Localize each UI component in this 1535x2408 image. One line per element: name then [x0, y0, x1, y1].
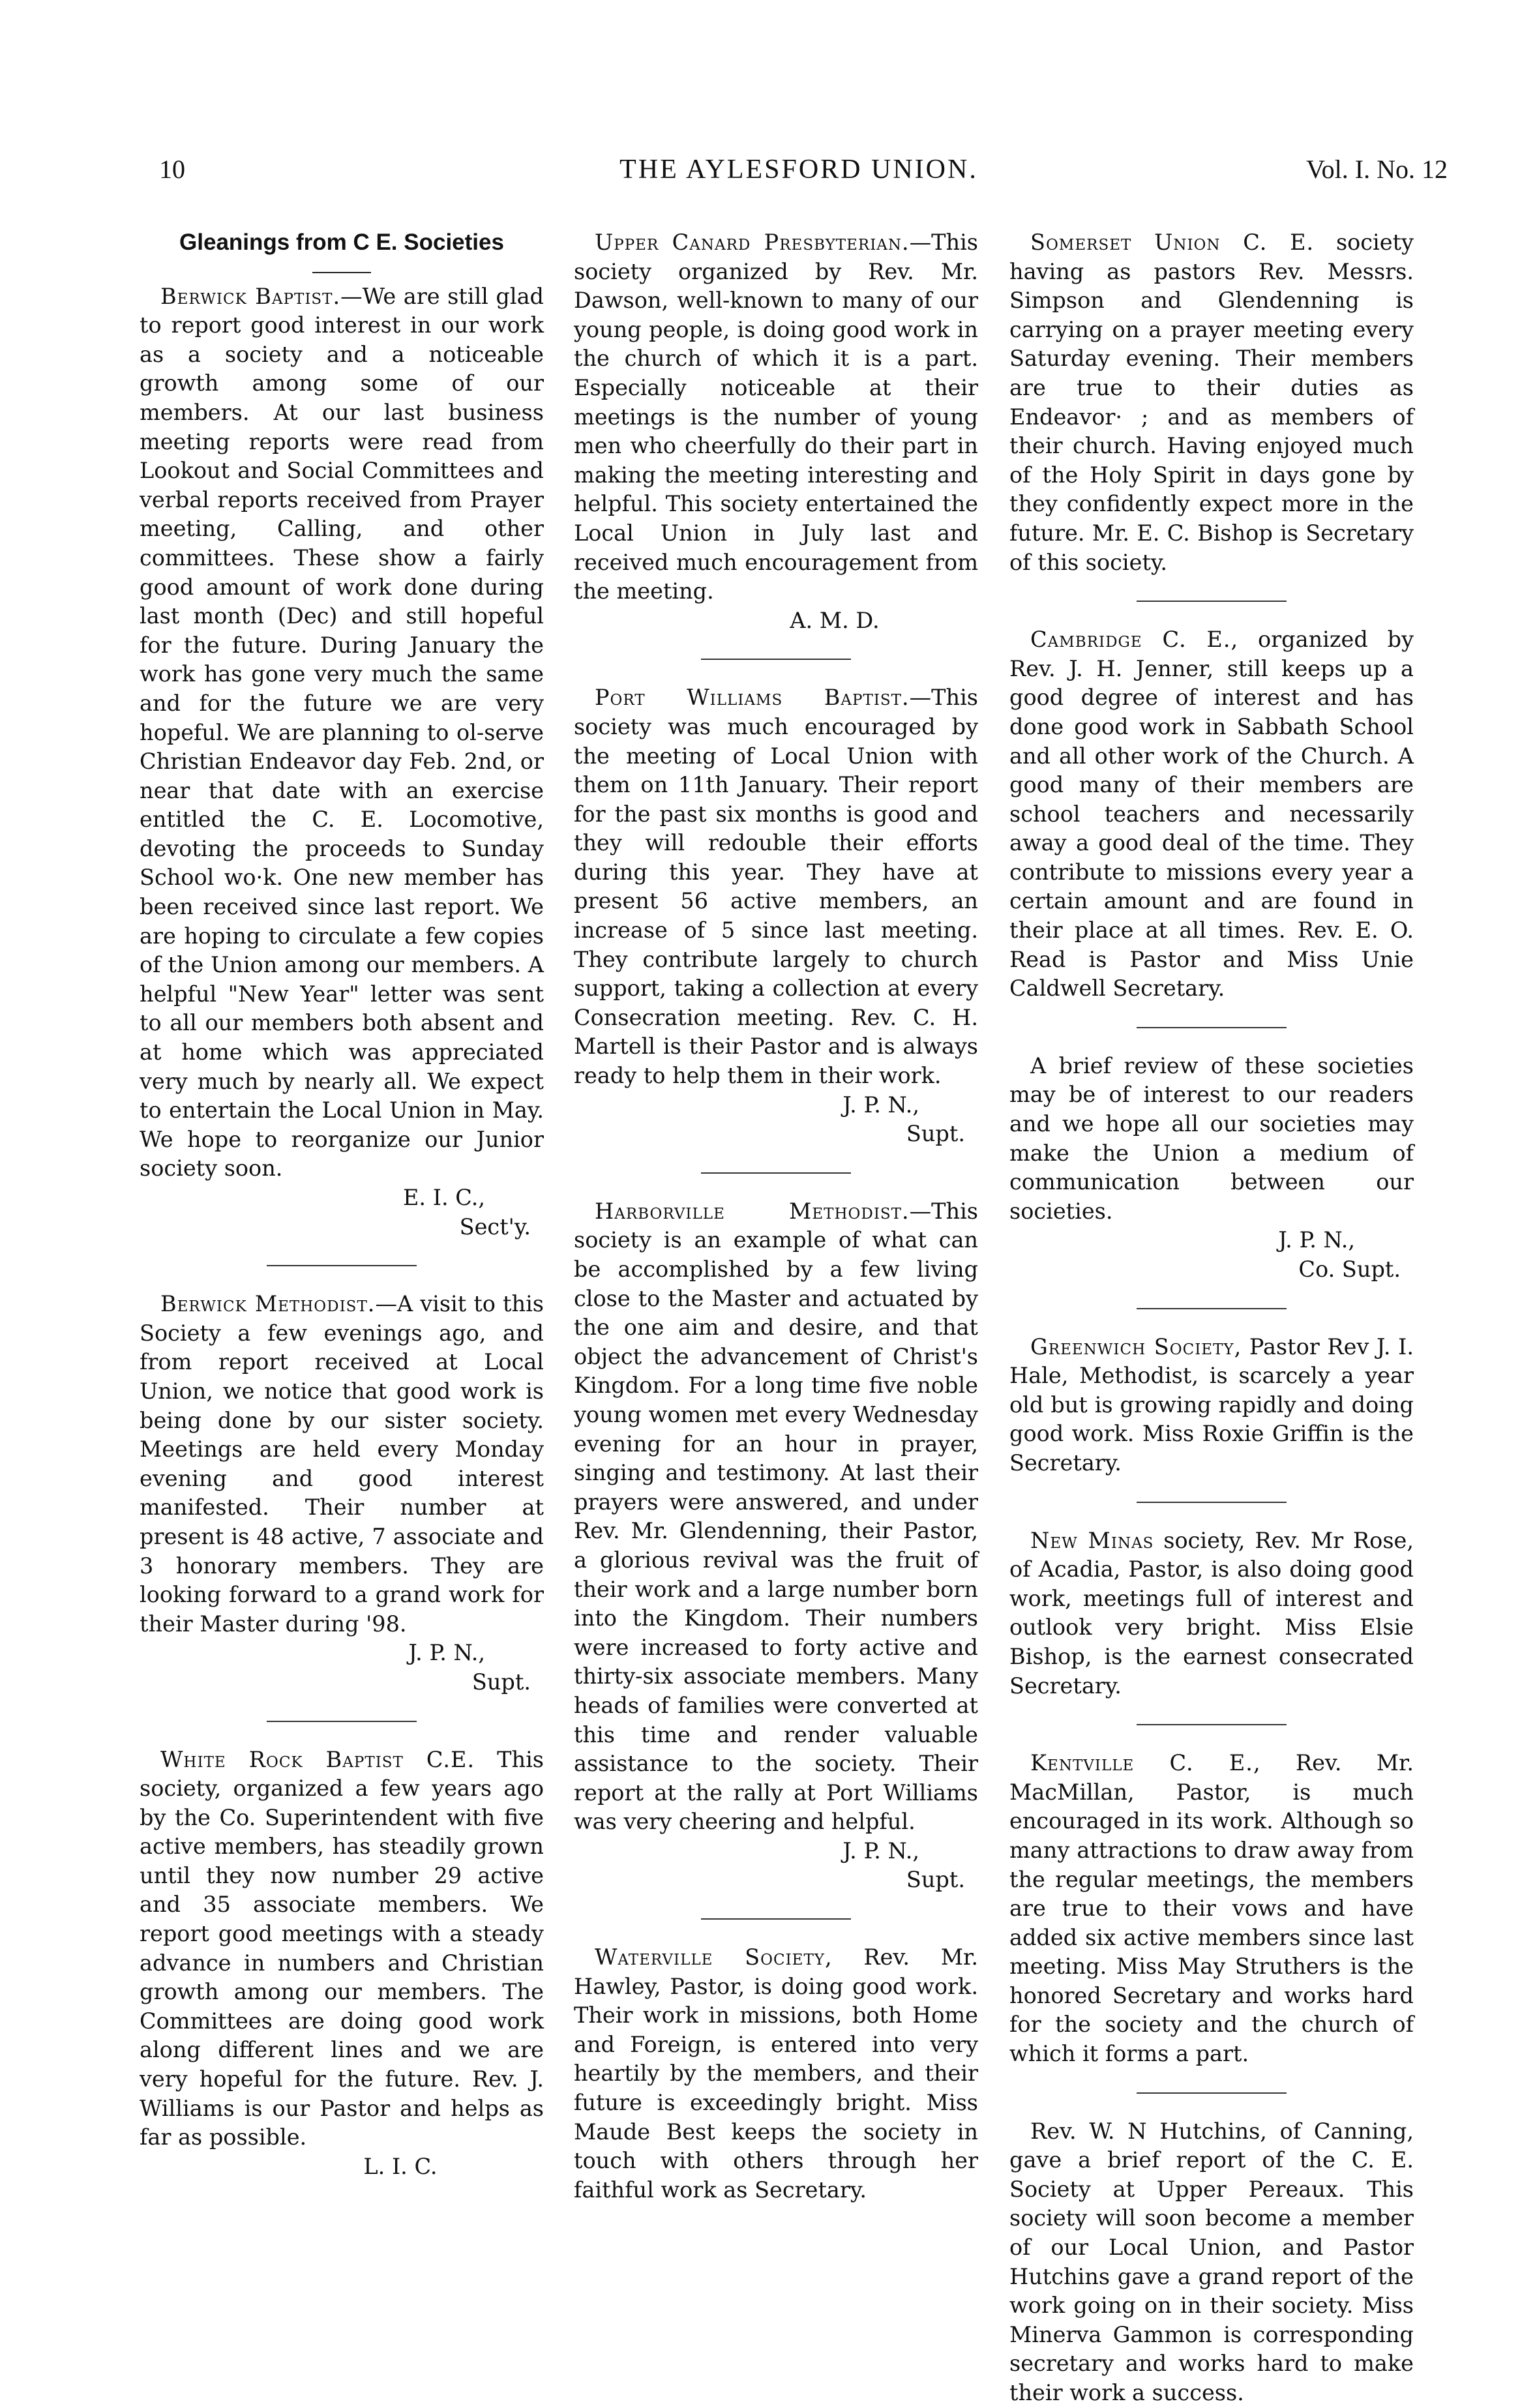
signature-role: Sect'y. — [459, 1213, 531, 1240]
article-harborville — [574, 1197, 978, 1895]
article-berwick-methodist — [140, 1290, 544, 1697]
article-body: Rev. W. N Hutchins, of Canning, gave a brief report of the C. E. Society at Upper Pereaux. This society will soon become a member of our Local Union, and Pastor Hutchins gave a grand report of the work going on in their society. Miss Minerva Gammon is corresponding secretary and works hard to make their work a success. — [1009, 2118, 1414, 2405]
article-title: Cambridge C. E., — [1030, 627, 1239, 653]
volume-number: Vol. I. No. 12 — [1305, 155, 1448, 184]
signature — [140, 1639, 544, 1697]
heading-rule — [312, 272, 371, 273]
article-title: Berwick Methodist. — [160, 1291, 376, 1317]
article-title: Kentville C. E., — [1030, 1750, 1261, 1776]
article-hutchins — [1009, 2117, 1414, 2408]
signature-initials: J. P. N., — [842, 1837, 919, 1864]
article-review — [1009, 1052, 1414, 1285]
article-kentville — [1009, 1749, 1414, 2069]
article-separator — [701, 1918, 851, 1920]
article-berwick-baptist — [140, 282, 544, 1242]
signature-initials: J. P. N., — [1278, 1227, 1355, 1253]
article-separator — [267, 1721, 417, 1722]
article-separator — [267, 1265, 417, 1266]
article-separator — [1137, 1027, 1287, 1028]
signature-role: Co. Supt. — [1298, 1256, 1401, 1282]
signature — [1009, 1226, 1414, 1284]
article-body: —This society was much encouraged by the meeting of Local Union with them on 11th January. Their report for the past six months is good and they will redouble their efforts during this year. They have at present 56 active members, an increase of 5 since last meeting. They contribute largely to church support, taking a collection at every Consecration meeting. Rev. C. H. Martell is their Pastor and is always ready to help them in their work. — [574, 685, 978, 1089]
column-1 — [140, 228, 544, 2181]
newspaper-title: THE AYLESFORD UNION. — [619, 155, 978, 185]
article-body: society, Rev. Mr Rose, of Acadia, Pastor, is also doing good work, meetings full of interest and outlook very bright. Miss Elsie Bishop, is the earnest consecrated Secretary. — [1009, 1527, 1414, 1699]
article-body: —We are still glad to report good interest in our work as a society and a noticeable growth among some of our members. At our last business meeting reports were read from Lookout and Social Committees and verbal reports received from Prayer meeting, Calling, and other committees. These show a fairly good amount of work done during last month (Dec) and still hopeful for the future. During January the work has gone very much the same and for the future we are very hopeful. We are planning to ol-serve Christian Endeavor day Feb. 2nd, or near that date with an exercise entitled the C. E. Locomotive, devoting the proceeds to Sunday School wo·k. One new member has been received since last report. We are hoping to circulate a few copies of the Union among our members. A helpful "New Year" letter was sent to all our members both absent and at home which was appreciated very much by nearly all. We expect to entertain the Local Union in May. We hope to reorganize our Junior society soon. — [140, 283, 544, 1182]
column-3 — [1009, 228, 1414, 2408]
section-heading: Gleanings from C E. Societies — [179, 230, 504, 255]
article-waterville — [574, 1943, 978, 2205]
article-title: Berwick Baptist. — [160, 283, 341, 309]
article-body: society having as pastors Rev. Messrs. Simpson and Glendenning is carrying on a prayer meeting every Saturday evening. Their members are true to their duties as Endeavor· ; and as members of their church. Having enjoyed much of the Holy Spirit in days gone by they confidently expect more in the future. Mr. E. C. Bishop is Secretary of this society. — [1009, 230, 1414, 575]
signature — [574, 1091, 978, 1149]
article-separator — [701, 1172, 851, 1174]
signature-initials: L. I. C. — [363, 2153, 438, 2179]
article-separator — [1137, 1308, 1287, 1309]
article-title: Upper Canard Presbyterian. — [595, 230, 910, 255]
page-header — [150, 154, 1448, 193]
article-title: Somerset Union C. E. — [1030, 230, 1315, 255]
article-body: —This society organized by Rev. Mr. Dawson, well-known to many of our young people, is doing good work in the church of which it is a part. Especially noticeable at their meetings is the number of young men who cheerfully do their part in making the meeting interesting and helpful. This society entertained the Local Union in July last and received much encouragement from the meeting. — [574, 230, 978, 604]
article-greenwich — [1009, 1333, 1414, 1478]
signature — [140, 2152, 544, 2182]
article-port-williams — [574, 683, 978, 1149]
signature-initials: E. I. C., — [402, 1185, 485, 1210]
article-separator — [701, 659, 851, 660]
article-body: organized by Rev. J. H. Jenner, still keeps up a good degree of interest and has done good work in Sabbath School and all other work of the Church. A good many of their members are school teachers and necessarily away a good deal of the time. They contribute to missions every year a certain amount and are found in their place at all times. Rev. E. O. Read is Pastor and Miss Unie Caldwell Secretary. — [1009, 627, 1414, 1002]
signature-role: Supt. — [471, 1669, 531, 1695]
article-upper-canard — [574, 228, 978, 635]
article-somerset — [1009, 228, 1414, 577]
article-separator — [1137, 601, 1287, 602]
article-body: This society, organized a few years ago by the Co. Superintendent with five active members, has steadily grown until they now number 29 active and 35 associate members. We report good meetings with a steady advance in numbers and Christian growth among our members. The Committees are doing good work along different lines and we are very hopeful for the future. Rev. J. Williams is our Pastor and helps as far as possible. — [140, 1746, 544, 2150]
signature-initials: J. P. N., — [842, 1092, 919, 1118]
signature-initials: A. M. D. — [790, 607, 880, 633]
article-body: —This society is an example of what can be accomplished by a few living close to the Master and actuated by the one aim and desire, and that object the advancement of Christ's Kingdom. For a long time five noble young women met every Wednesday evening for an hour in prayer, singing and testimony. At last their prayers were answered, and under Rev. Mr. Glendenning, their Pastor, a glorious revival was the fruit of their work and a large number born into the Kingdom. Their numbers were increased to forty active and thirty-six associate members. Many heads of families were converted at this time and render valuable assistance to the society. Their report at the rally at Port Williams was very cheering and helpful. — [574, 1198, 978, 1835]
article-separator — [1137, 1502, 1287, 1503]
article-body: Rev. Mr. Hawley, Pastor, is doing good work. Their work in missions, both Home and Foreign, is entered into very heartily by the members, and their future is exceedingly bright. Miss Maude Best keeps the society in touch with others through her faithful work as Secretary. — [574, 1944, 978, 2203]
column-2 — [574, 228, 978, 2205]
signature-role: Supt. — [906, 1867, 965, 1893]
signature-initials: J. P. N., — [408, 1640, 485, 1666]
article-white-rock — [140, 1746, 544, 2182]
article-body: A brief review of these societies may be of interest to our readers and we hope all our societies may make the Union a medium of communication between our societies. — [1009, 1052, 1414, 1224]
article-title: Harborville Methodist. — [595, 1198, 910, 1224]
signature-role: Supt. — [906, 1121, 965, 1147]
signature — [140, 1183, 544, 1241]
article-title: Waterville Society, — [595, 1944, 833, 1970]
page-number: 10 — [159, 155, 185, 184]
article-title: White Rock Baptist C.E. — [160, 1746, 475, 1772]
article-body: Pastor Rev J. I. Hale, Methodist, is scarcely a year old but is growing rapidly and doing good work. Miss Roxie Griffin is the Secretary. — [1009, 1333, 1414, 1476]
signature — [574, 1837, 978, 1895]
signature — [574, 606, 978, 636]
article-separator — [1137, 1724, 1287, 1725]
article-body: Rev. Mr. MacMillan, Pastor, is much encouraged in its work. Although so many attractions to draw away from the regular meetings, the members are true to their vows and have added six active members since last meeting. Miss May Struthers is the honored Secretary and works hard for the society and the church of which it forms a part. — [1009, 1750, 1414, 2067]
article-cambridge — [1009, 625, 1414, 1003]
article-new-minas — [1009, 1526, 1414, 1701]
article-separator — [1137, 2092, 1287, 2094]
article-title: Greenwich Society, — [1030, 1333, 1242, 1360]
article-body: —A visit to this Society a few evenings ago, and from report received at Local Union, we notice that good work is being done by our sister society. Meetings are held every Monday evening and good interest manifested. Their number at present is 48 active, 7 associate and 3 honorary members. They are looking forward to a grand work for their Master during '98. — [140, 1291, 544, 1637]
article-title: Port Williams Baptist. — [595, 685, 910, 711]
article-title: New Minas — [1030, 1527, 1154, 1553]
